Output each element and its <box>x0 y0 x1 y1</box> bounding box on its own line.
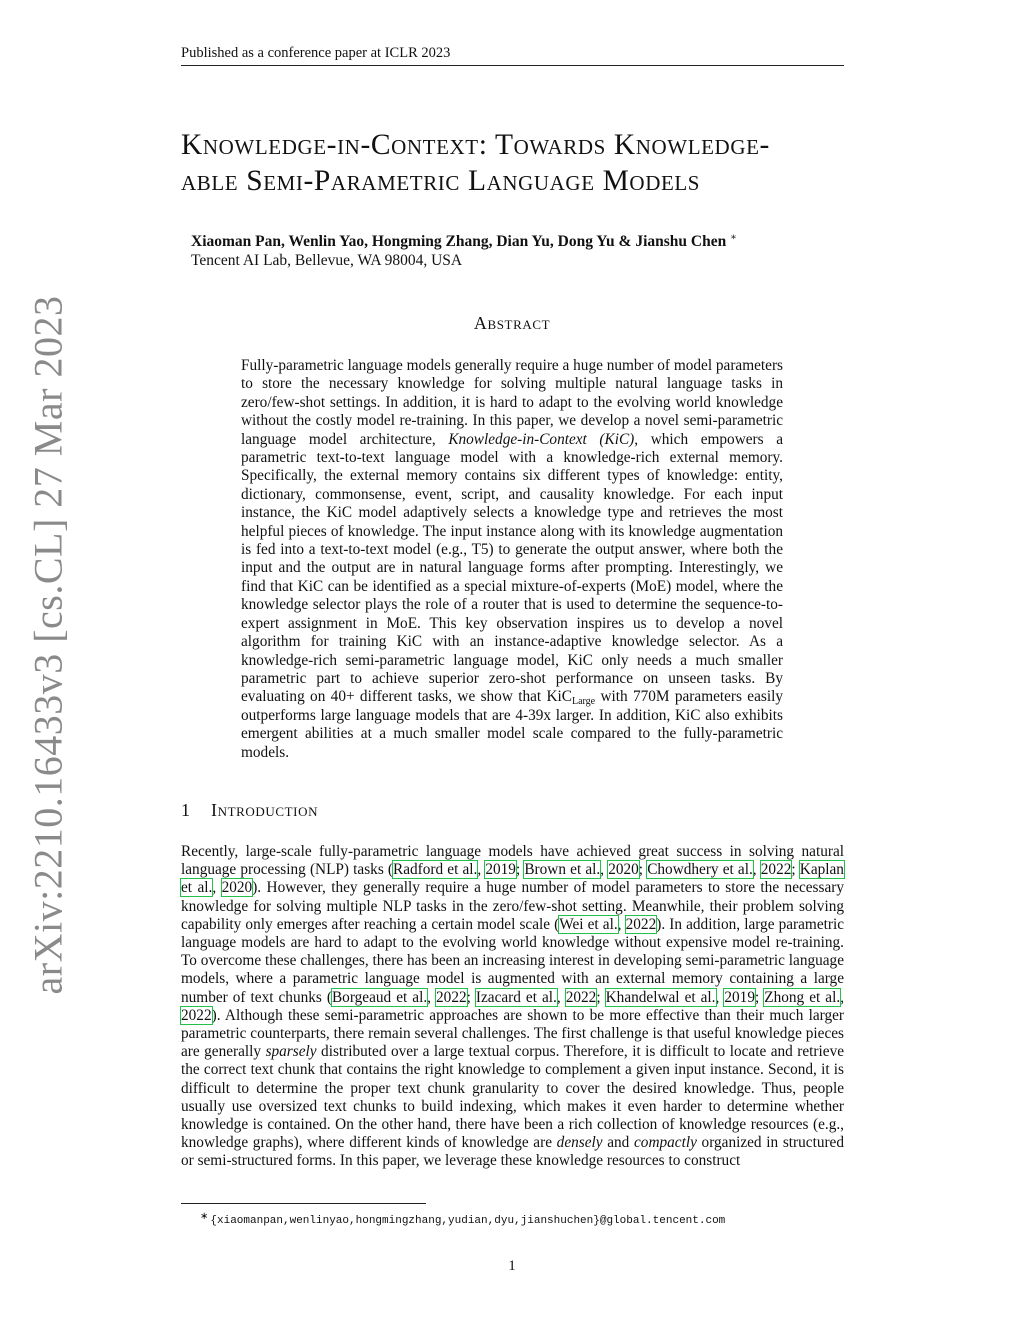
citation-link[interactable]: Chowdhery et al. <box>647 861 753 879</box>
citation-year-link[interactable]: 2022 <box>181 1006 212 1024</box>
introduction-heading <box>181 800 318 821</box>
header-rule <box>181 65 844 66</box>
arxiv-stamp[interactable]: arXiv:2210.16433v3 [cs.CL] 27 Mar 2023 <box>25 295 71 995</box>
citation-year-link[interactable]: 2022 <box>436 988 467 1006</box>
intro-text-3: ). In addition, large parametric language models are hard to adapt to the evolving world knowledge without expensive model re-training. To overcome these challenges, there has been an increasing interest in developing semi-parametric language models, where a parametric language model is augmented with an external memory containing a large number of text chunks ( <box>181 915 845 1006</box>
title-line-1: Knowledge-in-Context: Towards Knowledge- <box>181 129 770 161</box>
intro-emphasis-densely: densely <box>556 1134 603 1152</box>
intro-text-7: organized in structured or semi-structured forms. In this paper, we leverage these knowledge resources to construct <box>181 1134 844 1170</box>
citation-link[interactable]: Khandelwal et al. <box>605 988 716 1006</box>
intro-text-6: and <box>602 1134 634 1152</box>
citation-year-link[interactable]: 2019 <box>724 988 755 1006</box>
footnote <box>200 1211 840 1227</box>
intro-emphasis-sparsely: sparsely <box>265 1043 317 1061</box>
citation-year-link[interactable]: 2020 <box>221 879 253 897</box>
footnote-mark: ∗ <box>200 1211 209 1222</box>
intro-text-2: ). However, they generally require a huge number of model parameters to store the necessary knowledge for solving multiple NLP tasks in the zero/few-shot setting. Meanwhile, their problem solving capability only emerges after reaching a certain model scale ( <box>181 879 844 933</box>
author-list: Xiaoman Pan, Wenlin Yao, Hongming Zhang, Dian Yu, Dong Yu & Jianshu Chen <box>191 233 727 250</box>
citation-link[interactable]: Zhong et al. <box>764 988 841 1006</box>
title-line-2: able Semi-Parametric Language Models <box>181 165 701 197</box>
intro-text-5: distributed over a large textual corpus. Therefore, it is difficult to locate and retrieve the correct text chunk that contains the right knowledge to complement a given input instance. Second, it is difficult to determine the proper text chunk granularity to cover the desired knowledge. Thus, people usually use oversized text chunks to build indexing, which makes it even harder to determine whether knowledge is contained. On the other hand, there have been a rich collection of knowledge resources (e.g., knowledge graphs), where different kinds of knowledge are <box>181 1043 845 1152</box>
section-title: Introduction <box>211 800 319 820</box>
abstract-text-3: with 770M parameters easily outperforms large language models that are 4-39x larger. In addition, KiC also exhibits emergent abilities at a much smaller model scale compared to the fully-parametric models. <box>241 688 783 761</box>
citation-year-link[interactable]: 2022 <box>565 988 597 1006</box>
abstract-body <box>241 357 783 762</box>
paper-title <box>181 127 861 199</box>
intro-emphasis-compactly: compactly <box>634 1134 697 1152</box>
introduction-body: Recently, large-scale fully-parametric language models have achieved great success in solving natural language processing (NLP) tasks (Radford et al., 2019; Brown et al., 2020; Chowdhery et al., 2022; Kaplan et al., 2020). However, they generally require a huge number of model parameters to store the necessary knowledge for solving multiple NLP tasks in the zero/few-shot setting. Meanwhile, their problem solving capability only emerges after reaching a certain model scale (Wei et al., 2022). In addition, large parametric language models are hard to adapt to the evolving world knowledge without expensive model re-training. To overcome these challenges, there has been an increasing interest in developing semi-parametric language models, where a parametric language model is augmented with an external memory containing a large number of text chunks (Borgeaud et al., 2022; Izacard et al., 2022; Khandelwal et al., 2019; Zhong et al., 2022). Although these semi-parametric approaches are shown to be more effective than their much larger parametric counterparts, there remain several challenges. The first challenge is that useful knowledge pieces are generally sparsely distributed over a large textual corpus. Therefore, it is difficult to locate and retrieve the correct text chunk that contains the right knowledge to complement a given input instance. Second, it is difficult to determine the proper text chunk granularity to cover the desired knowledge. Thus, people usually use oversized text chunks to build indexing, which makes it even harder to determine whether knowledge is contained. On the other hand, there have been a rich collection of knowledge resources (e.g., knowledge graphs), where different kinds of knowledge are densely and compactly organized in structured or semi-structured forms. In this paper, we leverage these knowledge resources to construct <box>181 843 845 1170</box>
citation-link[interactable]: Wei et al. <box>559 915 618 933</box>
citation-link[interactable]: Radford et al. <box>393 861 478 879</box>
author-footnote-mark[interactable]: ∗ <box>730 232 737 243</box>
abstract-text-2: , which empowers a parametric text-to-text language model with a knowledge-rich external memory. Specifically, the external memory contains six different types of knowledge: entity, dictionary, commonsense, event, script, and causality knowledge. For each input instance, the KiC model adaptively selects a knowledge type and retrieves the most helpful pieces of knowledge. The input instance along with its knowledge augmentation is fed into a text-to-text model (e.g., T5) to generate the output answer, where both the input and the output are in natural language forms after prompting. Interestingly, we find that KiC can be identified as a special mixture-of-experts (MoE) model, where the knowledge selector plays the role of a router that is used to determine the sequence-to-expert assignment in MoE. This key observation inspires us to develop a novel algorithm for training KiC with an instance-adaptive knowledge selector. As a knowledge-rich semi-parametric language model, KiC only needs a much smaller parametric part to achieve superior zero-shot performance on unseen tasks. By evaluating on 40+ different tasks, we show that KiC <box>241 430 783 706</box>
citation-link[interactable]: Izacard et al. <box>475 988 557 1006</box>
author-affiliation: Tencent AI Lab, Bellevue, WA 98004, USA <box>191 252 463 269</box>
intro-text-4: ). Although these semi-parametric approaches are shown to be more effective than their much larger parametric counterparts, there remain several challenges. The first challenge is that useful knowledge pieces are generally <box>181 1006 844 1061</box>
citation-year-link[interactable]: 2022 <box>625 915 657 933</box>
citation-year-link[interactable]: 2022 <box>760 861 792 879</box>
citation-year-link[interactable]: 2019 <box>485 861 516 879</box>
citation-link[interactable]: Brown et al. <box>524 861 601 879</box>
author-names <box>191 228 841 251</box>
section-number: 1 <box>181 800 191 820</box>
running-header: Published as a conference paper at ICLR 2023 <box>181 45 451 61</box>
footnote-rule <box>181 1203 426 1204</box>
abstract-kic-emphasis: Knowledge-in-Context (KiC) <box>448 430 635 448</box>
citation-link[interactable]: Borgeaud et al. <box>331 988 428 1006</box>
abstract-text-1: Fully-parametric language models generally require a huge number of model parameters to store the necessary knowledge for solving multiple natural language tasks in zero/few-shot settings. In addition, it is hard to adapt to the evolving world knowledge without the costly model re-training. In this paper, we develop a novel semi-parametric language model architecture, <box>241 357 783 448</box>
footnote-email: {xiaomanpan,wenlinyao,hongmingzhang,yudian,dyu,jianshuchen}@global.tencent.com <box>210 1215 726 1227</box>
page-number: 1 <box>508 1258 516 1274</box>
author-block <box>191 228 841 270</box>
citation-year-link[interactable]: 2020 <box>608 861 639 879</box>
citation-link[interactable]: Kaplan et al. <box>181 861 844 897</box>
intro-text-1: Recently, large-scale fully-parametric language models have achieved great success in solving natural language processing (NLP) tasks ( <box>181 843 844 879</box>
abstract-subscript-large: Large <box>571 696 596 708</box>
abstract-heading: Abstract <box>473 313 551 333</box>
